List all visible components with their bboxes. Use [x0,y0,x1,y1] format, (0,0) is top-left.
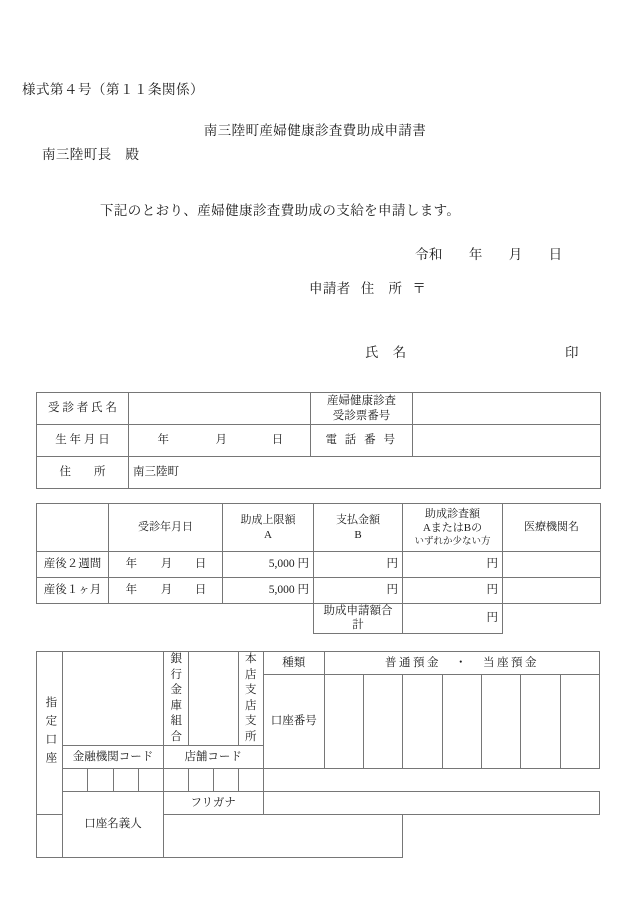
furigana-value[interactable] [263,792,599,815]
table-row [37,393,601,425]
birth-day-label: 日 [271,434,284,447]
paid-label-line1: 支払金額 [336,514,380,527]
total-spacer-a [37,604,109,634]
birth-date-label: 生 年 月 日 [37,425,129,457]
submission-date-line [415,243,563,263]
cost-row-institution[interactable] [503,578,601,604]
postal-mark-icon: 〒 [412,281,427,296]
designated-account-side-label [37,652,63,815]
account-digit-3[interactable] [403,675,442,769]
applicant-label: 申請者 [309,281,351,296]
table-row [37,425,601,457]
cost-row-period: 産後１ヶ月 [37,578,109,604]
branch-code-digit-pad [239,769,263,792]
patient-name-label: 受 診 者 氏 名 [37,393,129,425]
cost-header-limit [223,504,314,552]
cost-row-paid[interactable]: 円 [314,552,403,578]
voucher-label-line2: 受診票番号 [332,409,391,422]
table-row [37,578,601,604]
birth-date-value[interactable] [129,425,311,457]
branch-kind-line2: 支店 [245,684,257,712]
addressee-line: 南三陸町長 殿 [42,147,140,162]
birth-month-label: 月 [215,434,227,447]
limit-label-line1: 助成上限額 [240,514,296,527]
account-digit-5[interactable] [482,675,521,769]
exam-month-label: 月 [160,558,173,571]
table-row [37,792,600,815]
account-digit-2[interactable] [364,675,403,769]
cost-row-period: 産後２週間 [37,552,109,578]
account-type-label: 種類 [263,652,324,675]
bank-kind-line2: 金庫 [170,684,183,712]
patient-address-value[interactable]: 南三陸町 [129,457,601,489]
table-row-total [37,604,601,634]
cost-row-limit: 5,000 円 [223,552,314,578]
phone-value[interactable] [413,425,601,457]
account-digit-7[interactable] [560,675,599,769]
exam-day-label: 日 [194,558,207,571]
cost-header-corner [37,504,109,552]
bank-code-digit-4[interactable] [138,769,163,792]
account-type-options[interactable]: 普通預金 ・ 当座預金 [324,652,599,675]
limit-label-line2: A [264,528,272,541]
intro-statement: 下記のとおり、産婦健康診査費助成の支給を申請します。 [100,203,461,218]
total-label: 助成申請額合計 [314,604,403,634]
patient-name-value[interactable] [129,393,311,425]
branch-code-digit-2[interactable] [189,769,214,792]
cost-header-exam-date: 受診年月日 [109,504,223,552]
subsidy-label-line1: 助成診査額 [425,508,480,521]
branch-name-value[interactable] [189,652,239,746]
phone-label: 電 話 番 号 [311,425,413,457]
cost-row-paid[interactable]: 円 [314,578,403,604]
applicant-address-line [309,277,426,297]
bank-kind-line3: 組合 [170,715,183,743]
cost-header-paid [314,504,403,552]
seal-label: 印 [565,345,579,360]
account-digit-6[interactable] [521,675,560,769]
cost-row-exam-date[interactable] [109,552,223,578]
cost-row-institution[interactable] [503,552,601,578]
birth-year-label: 年 [157,434,170,447]
form-number: 様式第４号（第１１条関係） [22,82,204,97]
bank-kind-line1: 銀行 [170,653,183,681]
account-digit-1[interactable] [324,675,363,769]
bank-code-digit-3[interactable] [113,769,138,792]
branch-code-digit-3[interactable] [214,769,239,792]
bank-code-label: 金融機関コード [63,746,164,769]
bank-account-table [36,651,600,858]
applicant-name-label: 氏 名 [365,345,407,360]
table-row [37,652,600,675]
total-value[interactable]: 円 [403,604,503,634]
date-month-label: 月 [508,247,523,262]
subsidy-label-line2: AまたはBの [422,522,483,535]
date-year-label: 年 [468,247,483,262]
address-label: 住 所 [360,281,403,296]
cost-row-subsidy[interactable]: 円 [403,578,503,604]
table-row [37,769,600,792]
cost-header-institution: 医療機関名 [503,504,601,552]
branch-kind-label [239,652,263,746]
cost-header-subsidy [403,504,503,552]
exam-month-label: 月 [160,584,173,597]
total-spacer-b [109,604,223,634]
bank-name-value[interactable] [63,652,164,746]
voucher-label-line1: 産婦健康診査 [327,395,396,408]
branch-kind-line3: 支所 [245,715,257,743]
bank-code-digit-2[interactable] [88,769,113,792]
branch-code-label: 店舗コード [163,746,263,769]
exam-year-label: 年 [125,558,138,571]
date-day-label: 日 [548,247,563,262]
account-holder-label: 口座名義人 [63,792,164,858]
exam-day-label: 日 [194,584,207,597]
total-spacer-c [223,604,314,634]
cost-row-subsidy[interactable]: 円 [403,552,503,578]
subsidy-label-line3: いずれか少ない方 [414,536,491,547]
cost-row-exam-date[interactable] [109,578,223,604]
furigana-label: フリガナ [163,792,263,815]
bank-code-digit-1[interactable] [63,769,88,792]
exam-year-label: 年 [125,584,138,597]
table-row [37,552,601,578]
patient-info-table [36,392,601,489]
side-label-text: 指定口座 [44,696,57,771]
total-spacer-d [503,604,601,634]
voucher-number-label [311,393,413,425]
era-label: 令和 [415,247,443,262]
voucher-number-value[interactable] [413,393,601,425]
document-title: 南三陸町産婦健康診査費助成申請書 [203,123,427,138]
table-row [37,504,601,552]
branch-kind-line1: 本店 [245,653,257,681]
account-digit-4[interactable] [442,675,481,769]
cost-row-limit: 5,000 円 [223,578,314,604]
table-row [37,457,601,489]
bank-kind-label [163,652,188,746]
branch-code-digit-1[interactable] [163,769,188,792]
account-number-label: 口座番号 [263,675,324,769]
cost-breakdown-table [36,503,601,634]
patient-address-label: 住 所 [37,457,129,489]
paid-label-line2: B [354,528,362,541]
